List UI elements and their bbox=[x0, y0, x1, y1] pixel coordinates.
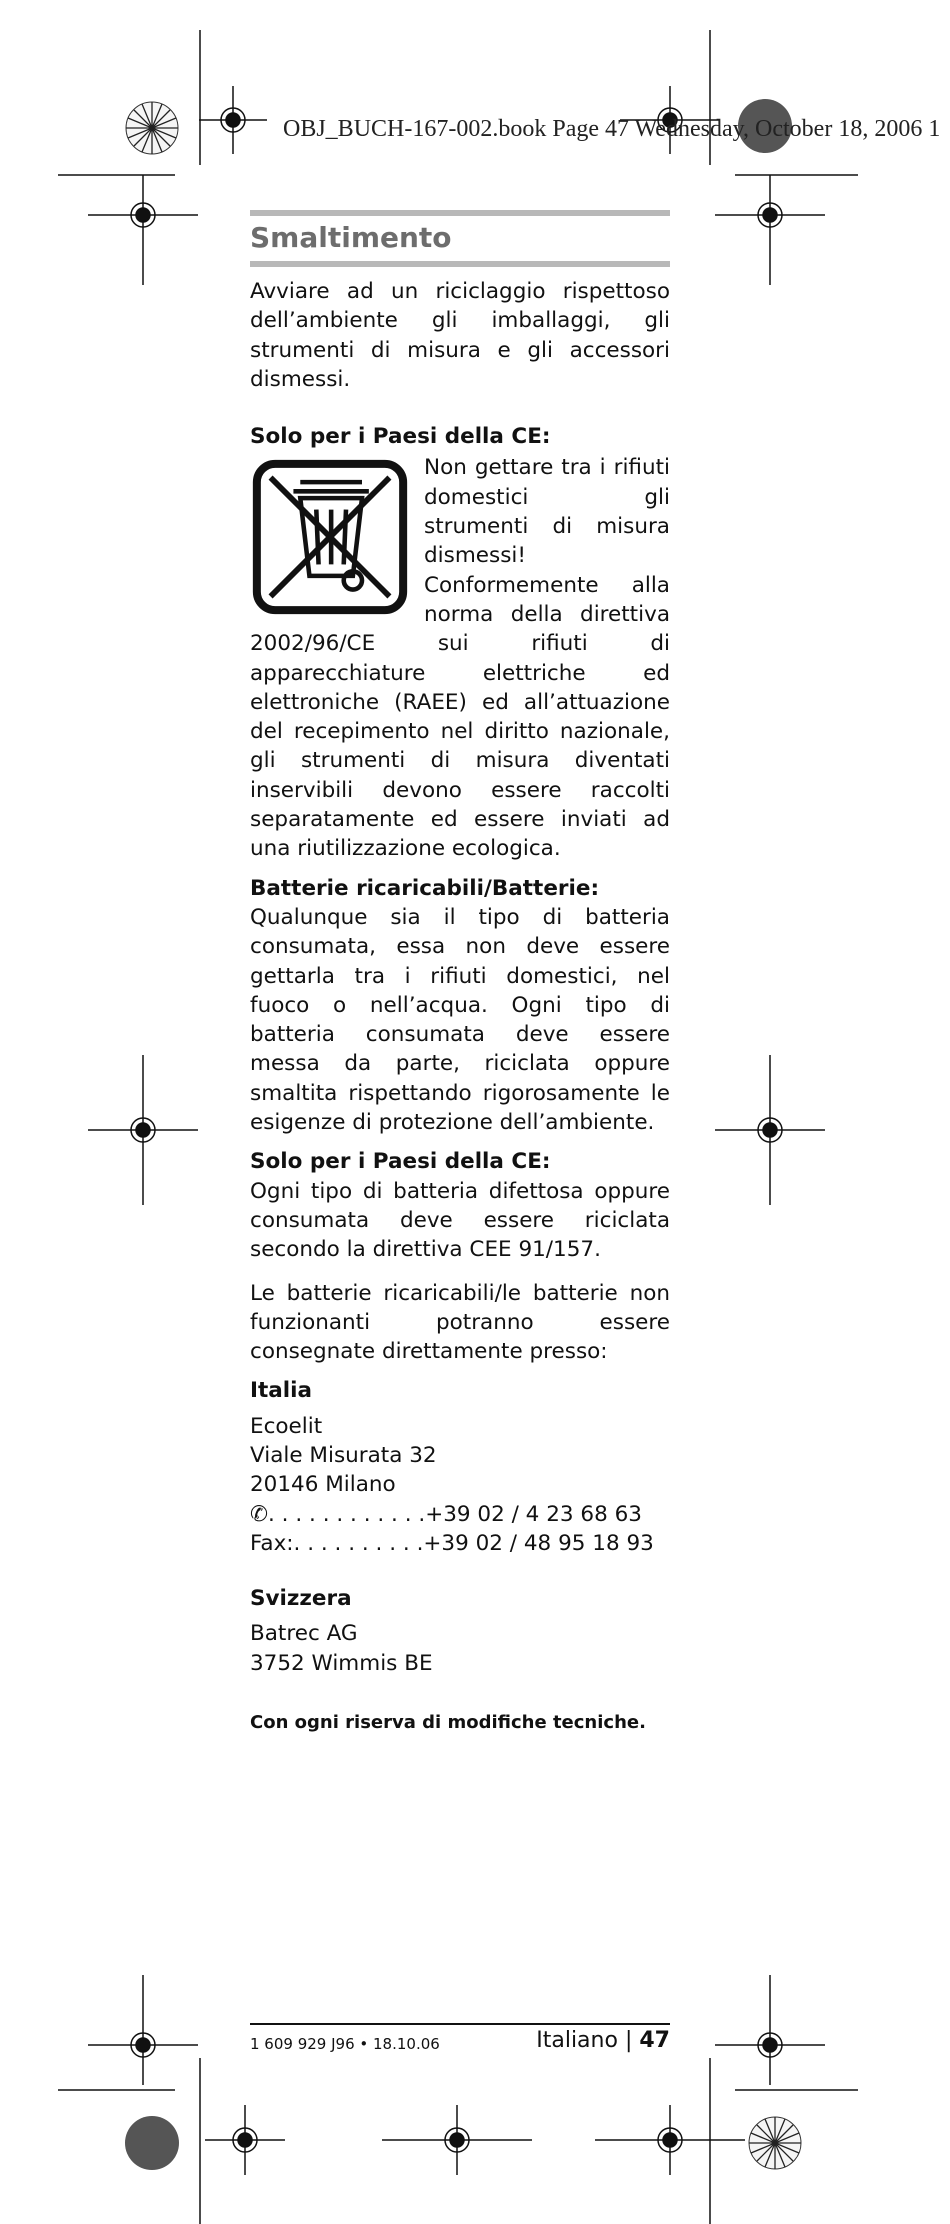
phone-leader-dots: . . . . . . . . . . . . bbox=[268, 1501, 426, 1527]
switzerland-city: 3752 Wimmis BE bbox=[250, 1650, 433, 1676]
switzerland-company: Batrec AG bbox=[250, 1621, 358, 1647]
footer-document-code: 1 609 929 J96 • 18.10.06 bbox=[250, 2035, 440, 2053]
footer-page-label bbox=[536, 2028, 670, 2053]
italy-city: 20146 Milano bbox=[250, 1472, 396, 1498]
crossed-out-wheelie-bin-icon bbox=[250, 457, 410, 617]
battery-heading: Batterie ricaricabili/Batterie: bbox=[250, 875, 600, 901]
section-title: Smaltimento bbox=[250, 221, 452, 254]
battery-text: Qualunque sia il tipo di batteria consumata, essa non deve essere gettarla tra i rifiuti domestici, nel fuoco o nell’acqua. Ogni tipo di batteria consumata deve essere messa da parte, riciclata oppure smaltita rispettando rigorosamente le esigenze di protezione dell’ambiente. bbox=[250, 904, 670, 1136]
page-content bbox=[250, 210, 670, 1737]
footer-separator: | bbox=[624, 2028, 633, 2053]
switzerland-heading: Svizzera bbox=[250, 1586, 352, 1612]
italy-phone-number: +39 02 / 4 23 68 63 bbox=[425, 1501, 642, 1527]
footer-language: Italiano bbox=[536, 2028, 618, 2053]
italy-street: Viale Misurata 32 bbox=[250, 1442, 437, 1468]
phone-icon: ✆ bbox=[250, 1501, 269, 1527]
switzerland-address bbox=[250, 1619, 670, 1678]
italy-company: Ecoelit bbox=[250, 1413, 323, 1439]
intro-paragraph: Avviare ad un riciclaggio rispettoso dell’ambiente gli imballaggi, gli strumenti di misura e gli accessori dismessi. bbox=[250, 279, 670, 392]
title-rule-top bbox=[250, 210, 670, 216]
footer-page-number: 47 bbox=[639, 2028, 670, 2053]
fax-label: Fax: bbox=[250, 1530, 294, 1556]
eu-disposal-block bbox=[250, 453, 670, 863]
title-rule-bottom bbox=[250, 261, 670, 267]
book-header: OBJ_BUCH-167-002.book Page 47 Wednesday, October 18, 2006 1 bbox=[283, 116, 941, 142]
technical-changes-note: Con ogni riserva di modifiche tecniche. bbox=[250, 1712, 646, 1734]
italy-fax-number: +39 02 / 48 95 18 93 bbox=[423, 1530, 654, 1556]
italy-address bbox=[250, 1412, 670, 1558]
footer-rule bbox=[250, 2023, 670, 2025]
italy-heading: Italia bbox=[250, 1378, 313, 1404]
italy-phone-line bbox=[250, 1500, 670, 1529]
eu-disposal-text: Non gettare tra i rifiuti domestici gli strumenti di misura dismessi! Conformemente alla norma della direttiva 2002/96/CE sui rifiuti di apparecchiature elettriche ed elettroniche (RAEE) ed all’attuazione del recepimento nel diritto nazionale, gli strumenti di misura diventati inservibili devono essere raccolti separatamente ed essere inviati ad una riutilizzazione ecologica. bbox=[250, 455, 670, 862]
return-text: Le batterie ricaricabili/le batterie non funzionanti potranno essere consegnate direttamente presso: bbox=[250, 1280, 670, 1365]
italy-fax-line bbox=[250, 1529, 670, 1558]
fax-leader-dots: . . . . . . . . . . bbox=[293, 1530, 424, 1556]
eu-heading: Solo per i Paesi della CE: bbox=[250, 424, 551, 450]
eu-battery-text: Ogni tipo di batteria difettosa oppure consumata deve essere riciclata secondo la direttiva CEE 91/157. bbox=[250, 1178, 670, 1263]
eu-battery-heading: Solo per i Paesi della CE: bbox=[250, 1149, 551, 1175]
